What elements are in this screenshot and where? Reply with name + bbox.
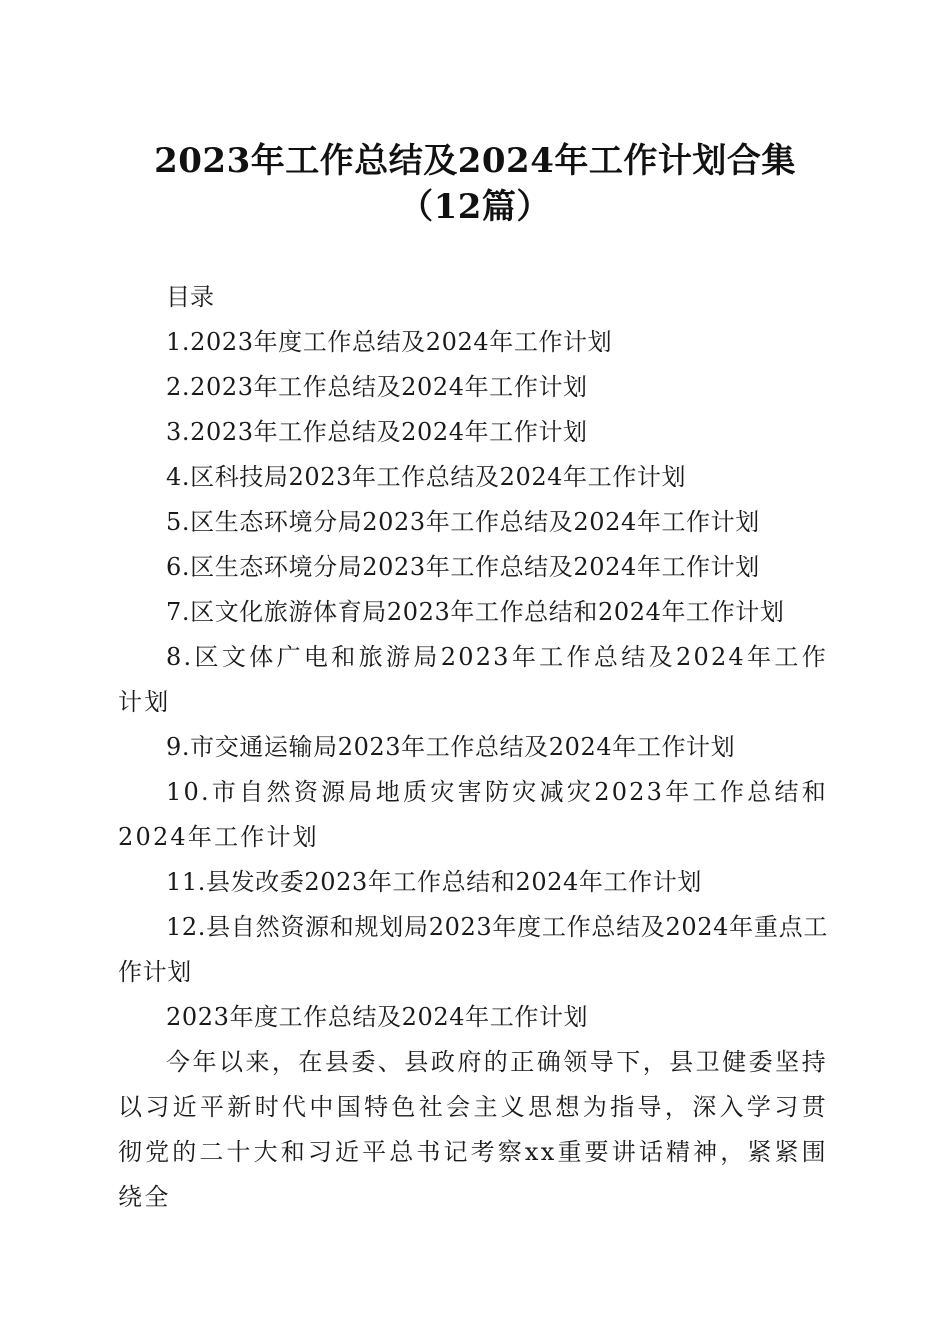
toc-item-1: 1.2023年度工作总结及2024年工作计划 xyxy=(166,328,613,356)
toc-item-9: 9.市交通运输局2023年工作总结及2024年工作计划 xyxy=(166,733,736,761)
toc-item-12: 12.县自然资源和规划局2023年度工作总结及2024年重点工作计划 xyxy=(118,913,828,986)
toc-item-7: 7.区文化旅游体育局2023年工作总结和2024年工作计划 xyxy=(166,598,785,626)
toc-item-8: 8.区文体广电和旅游局2023年工作总结及2024年工作计划 xyxy=(118,643,828,716)
toc-item-10: 10.市自然资源局地质灾害防灾减灾2023年工作总结和2024年工作计划 xyxy=(118,778,828,851)
toc-item-5: 5.区生态环境分局2023年工作总结及2024年工作计划 xyxy=(166,508,760,536)
section-heading: 2023年度工作总结及2024年工作计划 xyxy=(166,1003,589,1031)
toc-item-6: 6.区生态环境分局2023年工作总结及2024年工作计划 xyxy=(166,553,760,581)
toc-item-4: 4.区科技局2023年工作总结及2024年工作计划 xyxy=(166,463,687,491)
document-title: 2023年工作总结及2024年工作计划合集（12篇） xyxy=(154,141,796,227)
toc-item-3: 3.2023年工作总结及2024年工作计划 xyxy=(166,418,588,446)
toc-item-11: 11.县发改委2023年工作总结和2024年工作计划 xyxy=(166,868,702,896)
toc-heading: 目录 xyxy=(166,283,214,311)
section-paragraph: 今年以来，在县委、县政府的正确领导下，县卫健委坚持以习近平新时代中国特色社会主义思想为指导，深入学习贯彻党的二十大和习近平总书记考察xx重要讲话精神，紧紧围绕全 xyxy=(118,1048,828,1211)
toc-item-2: 2.2023年工作总结及2024年工作计划 xyxy=(166,373,588,401)
document-body xyxy=(118,275,828,1220)
